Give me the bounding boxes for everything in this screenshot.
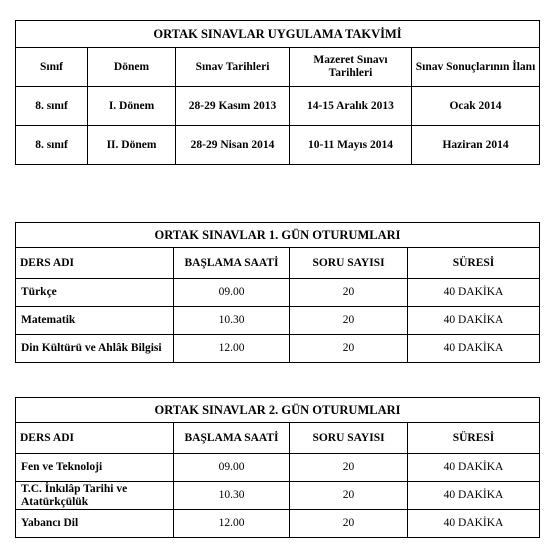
cell-start-time: 09.00 bbox=[174, 279, 290, 307]
cell-start-time: 12.00 bbox=[174, 335, 290, 363]
column-header-question-count: SORU SAYISI bbox=[290, 248, 408, 279]
table-row bbox=[16, 454, 540, 482]
column-header-course: DERS ADI bbox=[16, 423, 174, 454]
table-row bbox=[16, 335, 540, 363]
cell-duration: 40 DAKİKA bbox=[408, 307, 540, 335]
cell-duration: 40 DAKİKA bbox=[408, 510, 540, 538]
day2-title: ORTAK SINAVLAR 2. GÜN OTURUMLARI bbox=[16, 398, 540, 423]
column-header-exam-dates: Sınav Tarihleri bbox=[176, 48, 290, 87]
table-row bbox=[16, 87, 540, 126]
column-header-duration: SÜRESİ bbox=[408, 423, 540, 454]
cell-question-count: 20 bbox=[290, 454, 408, 482]
column-header-question-count: SORU SAYISI bbox=[290, 423, 408, 454]
cell-course: Matematik bbox=[16, 307, 174, 335]
column-header-class: Sınıf bbox=[16, 48, 88, 87]
exam-calendar-table bbox=[15, 20, 540, 165]
cell-start-time: 10.30 bbox=[174, 307, 290, 335]
day1-title: ORTAK SINAVLAR 1. GÜN OTURUMLARI bbox=[16, 223, 540, 248]
calendar-title: ORTAK SINAVLAR UYGULAMA TAKVİMİ bbox=[16, 21, 540, 48]
table-row bbox=[16, 279, 540, 307]
column-header-results-date: Sınav Sonuçlarının İlanı bbox=[412, 48, 540, 87]
column-header-term: Dönem bbox=[88, 48, 176, 87]
cell-question-count: 20 bbox=[290, 510, 408, 538]
cell-duration: 40 DAKİKA bbox=[408, 279, 540, 307]
column-header-duration: SÜRESİ bbox=[408, 248, 540, 279]
cell-course: Fen ve Teknoloji bbox=[16, 454, 174, 482]
cell-question-count: 20 bbox=[290, 482, 408, 510]
cell-results-date: Haziran 2014 bbox=[412, 126, 540, 165]
day1-sessions-table bbox=[15, 222, 540, 363]
cell-term: II. Dönem bbox=[88, 126, 176, 165]
column-header-course: DERS ADI bbox=[16, 248, 174, 279]
cell-class: 8. sınıf bbox=[16, 126, 88, 165]
table-row bbox=[16, 482, 540, 510]
cell-term: I. Dönem bbox=[88, 87, 176, 126]
cell-course: Türkçe bbox=[16, 279, 174, 307]
cell-start-time: 09.00 bbox=[174, 454, 290, 482]
cell-question-count: 20 bbox=[290, 335, 408, 363]
cell-duration: 40 DAKİKA bbox=[408, 335, 540, 363]
column-header-start-time: BAŞLAMA SAATİ bbox=[174, 423, 290, 454]
cell-class: 8. sınıf bbox=[16, 87, 88, 126]
cell-duration: 40 DAKİKA bbox=[408, 482, 540, 510]
cell-results-date: Ocak 2014 bbox=[412, 87, 540, 126]
table-row bbox=[16, 510, 540, 538]
cell-exam-dates: 28-29 Kasım 2013 bbox=[176, 87, 290, 126]
cell-start-time: 10.30 bbox=[174, 482, 290, 510]
cell-course: Din Kültürü ve Ahlâk Bilgisi bbox=[16, 335, 174, 363]
cell-course: Yabancı Dil bbox=[16, 510, 174, 538]
cell-duration: 40 DAKİKA bbox=[408, 454, 540, 482]
column-header-makeup-dates: Mazeret Sınavı Tarihleri bbox=[290, 48, 412, 87]
cell-start-time: 12.00 bbox=[174, 510, 290, 538]
cell-question-count: 20 bbox=[290, 307, 408, 335]
cell-course: T.C. İnkılâp Tarihi ve Atatürkçülük bbox=[16, 482, 174, 510]
table-row bbox=[16, 126, 540, 165]
day2-sessions-table bbox=[15, 397, 540, 538]
table-row bbox=[16, 307, 540, 335]
cell-question-count: 20 bbox=[290, 279, 408, 307]
cell-makeup-dates: 10-11 Mayıs 2014 bbox=[290, 126, 412, 165]
column-header-start-time: BAŞLAMA SAATİ bbox=[174, 248, 290, 279]
cell-exam-dates: 28-29 Nisan 2014 bbox=[176, 126, 290, 165]
cell-makeup-dates: 14-15 Aralık 2013 bbox=[290, 87, 412, 126]
